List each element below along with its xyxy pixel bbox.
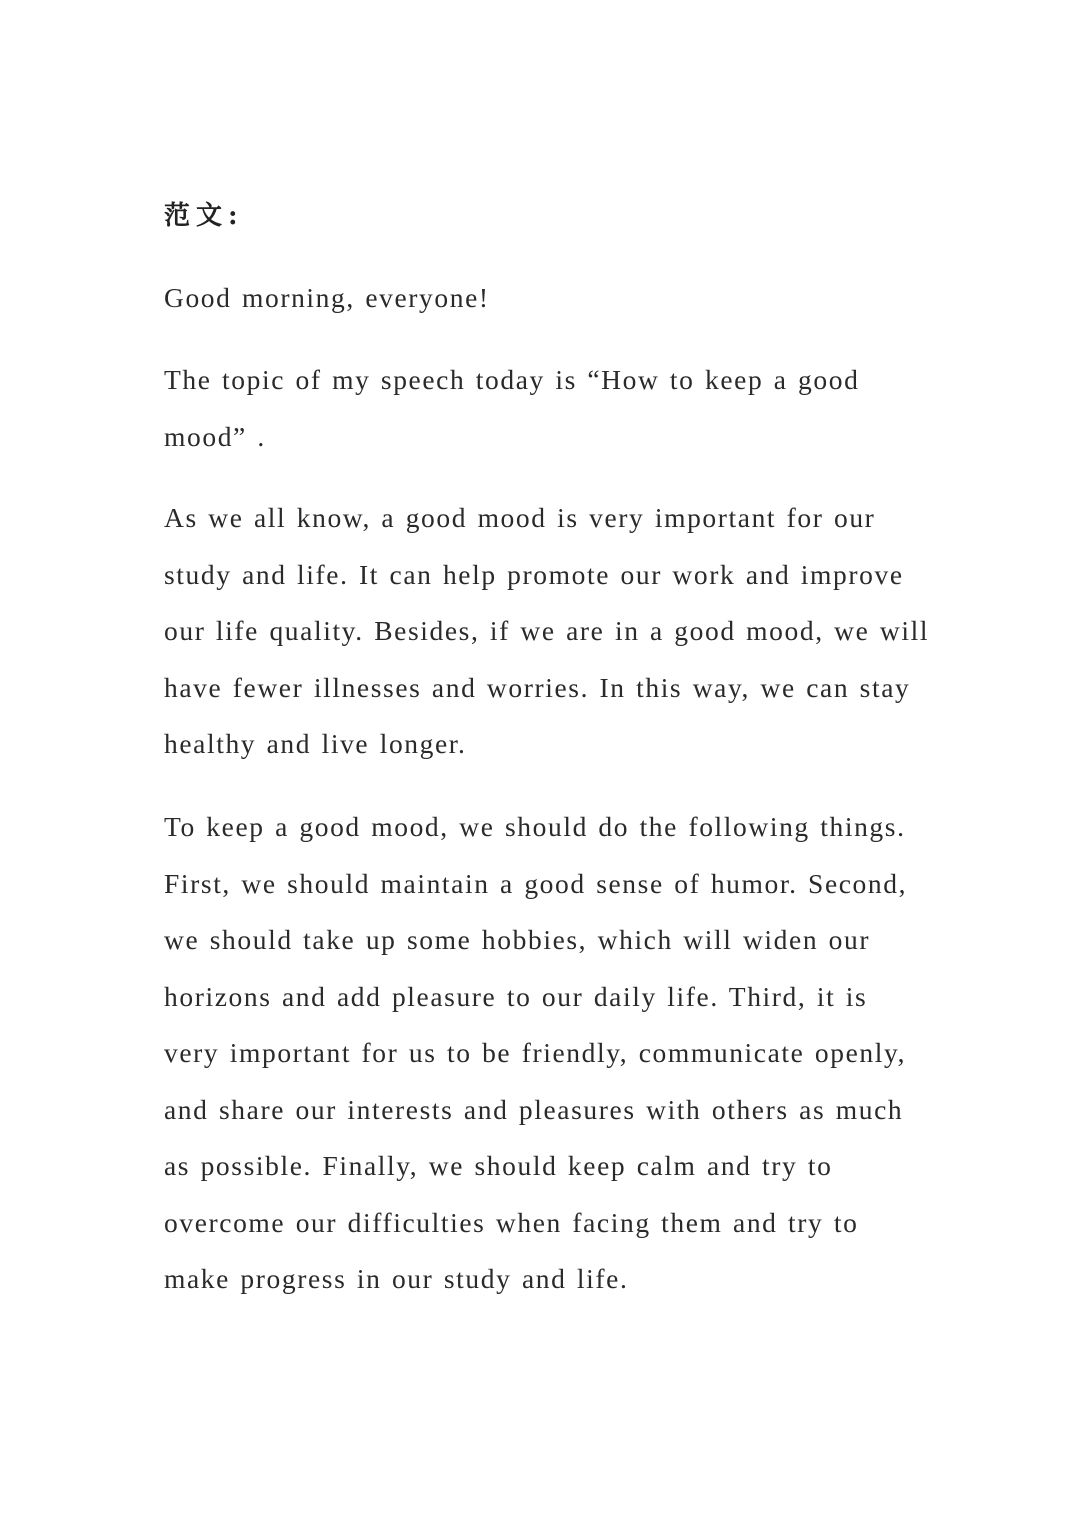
text-line: our life quality. Besides, if we are in a good mood, we will xyxy=(164,615,930,646)
text-line: horizons and add pleasure to our daily life. Third, it is xyxy=(164,980,868,1012)
paragraph-importance xyxy=(164,490,930,773)
text-line: healthy and live longer. xyxy=(164,728,467,759)
text-line: and share our interests and pleasures with others as much xyxy=(164,1093,904,1125)
text-line: As we all know, a good mood is very important for our xyxy=(164,502,876,533)
paragraph-topic xyxy=(164,352,924,465)
text-line: overcome our difficulties when facing them and try to xyxy=(164,1206,859,1238)
text-line: First, we should maintain a good sense of humor. Second, xyxy=(164,867,908,899)
section-heading: 范文: xyxy=(164,201,244,231)
text-line: we should take up some hobbies, which will widen our xyxy=(164,924,871,955)
text-line: To keep a good mood, we should do the following things. xyxy=(164,811,906,842)
paragraph-methods xyxy=(164,799,924,1308)
text-line: mood” . xyxy=(164,420,266,452)
text-line: make progress in our study and life. xyxy=(164,1263,629,1294)
text-line: very important for us to be friendly, communicate openly, xyxy=(164,1037,907,1068)
text-line: have fewer illnesses and worries. In this way, we can stay xyxy=(164,671,911,703)
text-line: as possible. Finally, we should keep calm and try to xyxy=(164,1150,833,1181)
text-line: The topic of my speech today is “How to keep a good xyxy=(164,364,860,395)
text-line: Good morning, everyone! xyxy=(164,282,490,313)
text-line: study and life. It can help promote our work and improve xyxy=(164,558,904,590)
paragraph-greeting xyxy=(164,270,924,327)
